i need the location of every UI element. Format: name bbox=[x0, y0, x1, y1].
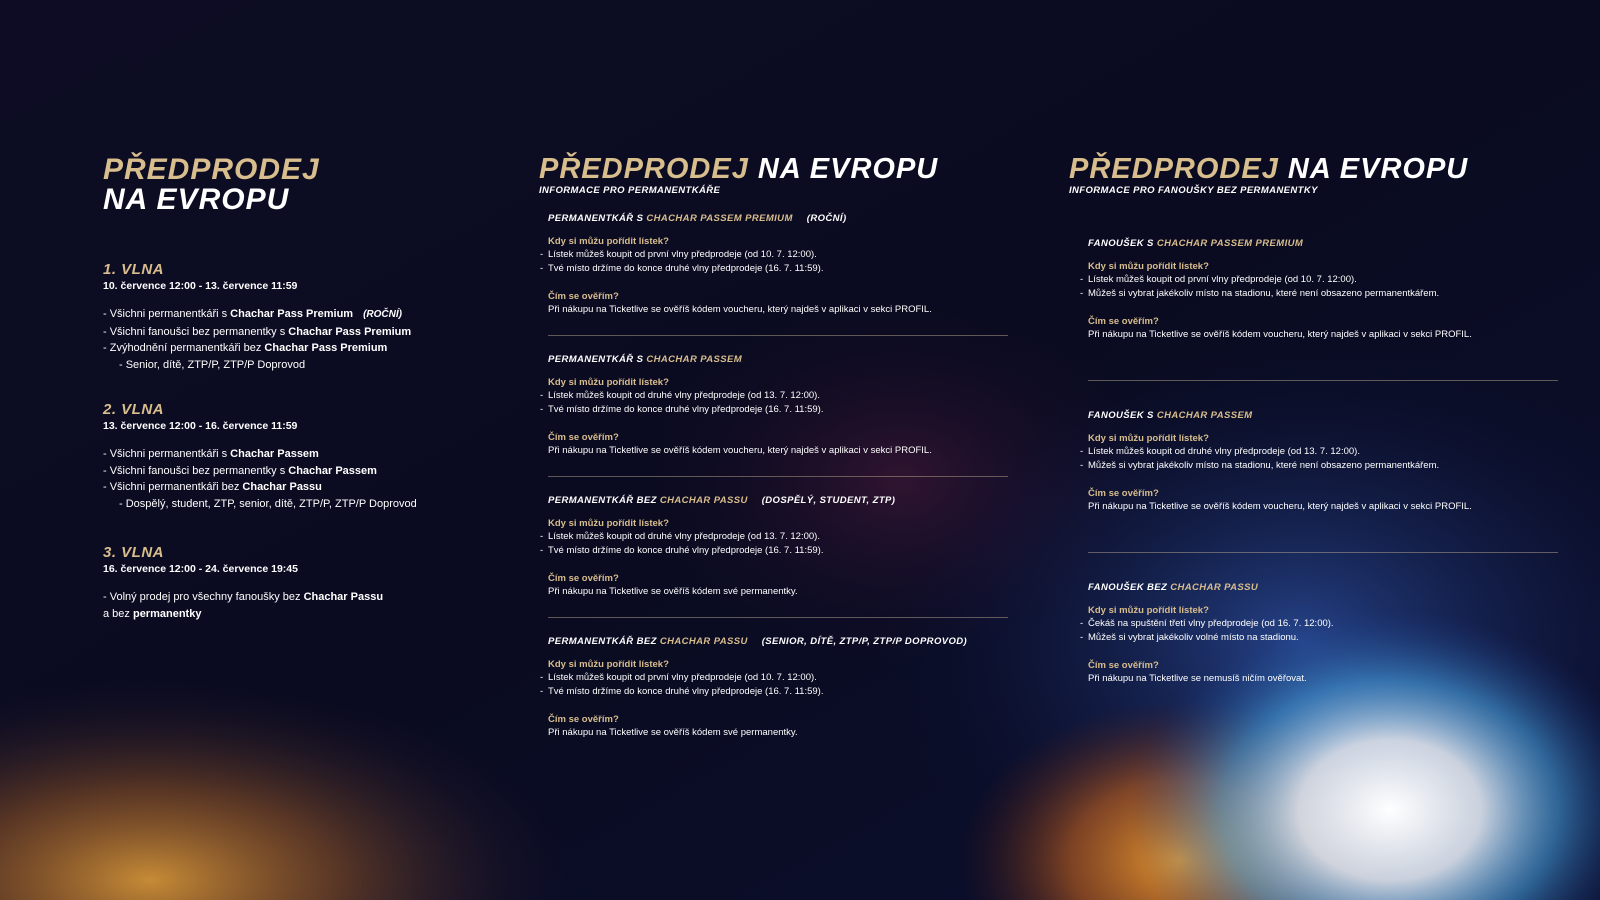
wave-line: a bez permanentky bbox=[103, 607, 202, 620]
answer: - Čekáš na spuštění třetí vlny předprodeje (od 16. 7. 12:00). bbox=[1088, 617, 1558, 631]
info-section bbox=[548, 213, 1008, 317]
question: Kdy si můžu pořídit lístek? bbox=[548, 377, 669, 388]
section-heading: PERMANENTKÁŘ BEZ CHACHAR PASSU (DOSPĚLÝ, STUDENT, ZTP) bbox=[548, 495, 896, 506]
question: Čím se ověřím? bbox=[548, 291, 619, 302]
question: Kdy si můžu pořídit lístek? bbox=[1088, 261, 1209, 272]
wave-3 bbox=[103, 544, 503, 622]
wave-dates: 16. července 12:00 - 24. července 19:45 bbox=[103, 563, 298, 575]
answer: - Můžeš si vybrat jakékoliv místo na stadionu, které není obsazeno permanentkářem. bbox=[1088, 459, 1558, 473]
column-subtitle: INFORMACE PRO PERMANENTKÁŘE bbox=[539, 185, 721, 196]
section-divider bbox=[1088, 552, 1558, 553]
column-title: PŘEDPRODEJ NA EVROPU bbox=[539, 153, 939, 185]
title-line-1: PŘEDPRODEJ bbox=[103, 153, 320, 186]
answer: Při nákupu na Ticketlive se ověříš kódem voucheru, který najdeš v aplikaci v sekci PROFIL. bbox=[1088, 501, 1472, 512]
answer: - Lístek můžeš koupit od první vlny předprodeje (od 10. 7. 12:00). bbox=[1088, 273, 1558, 287]
answer: - Můžeš si vybrat jakékoliv volné místo na stadionu. bbox=[1088, 631, 1558, 645]
answer: - Tvé místo držíme do konce druhé vlny předprodeje (16. 7. 11:59). bbox=[548, 685, 1008, 699]
wave-title: 1. VLNA bbox=[103, 261, 165, 278]
wave-2 bbox=[103, 401, 503, 512]
wave-line-sub: - Senior, dítě, ZTP/P, ZTP/P Doprovod bbox=[119, 358, 306, 371]
question: Čím se ověřím? bbox=[1088, 316, 1159, 327]
main-title bbox=[103, 155, 503, 215]
section-heading: FANOUŠEK BEZ CHACHAR PASSU bbox=[1088, 582, 1259, 593]
section-divider bbox=[548, 617, 1008, 618]
wave-line: - Všichni fanoušci bez permanentky s Chachar Passem bbox=[103, 464, 377, 477]
column-title: PŘEDPRODEJ NA EVROPU bbox=[1069, 153, 1469, 185]
answer: Při nákupu na Ticketlive se ověříš kódem své permanentky. bbox=[548, 727, 798, 738]
question: Čím se ověřím? bbox=[1088, 488, 1159, 499]
question: Kdy si můžu pořídit lístek? bbox=[1088, 433, 1209, 444]
question: Kdy si můžu pořídit lístek? bbox=[1088, 605, 1209, 616]
info-section bbox=[1088, 582, 1558, 686]
wave-1 bbox=[103, 261, 503, 373]
wave-title: 2. VLNA bbox=[103, 401, 165, 418]
info-section bbox=[548, 354, 1008, 458]
answer: - Tvé místo držíme do konce druhé vlny předprodeje (16. 7. 11:59). bbox=[548, 544, 1008, 558]
info-section bbox=[548, 636, 1008, 740]
answer: Při nákupu na Ticketlive se nemusíš ničím ověřovat. bbox=[1088, 673, 1307, 684]
question: Kdy si můžu pořídit lístek? bbox=[548, 518, 669, 529]
info-section bbox=[1088, 410, 1558, 514]
answer: - Lístek můžeš koupit od druhé vlny předprodeje (od 13. 7. 12:00). bbox=[1088, 445, 1558, 459]
section-heading: FANOUŠEK S CHACHAR PASSEM PREMIUM bbox=[1088, 238, 1304, 249]
column-subtitle: INFORMACE PRO FANOUŠKY BEZ PERMANENTKY bbox=[1069, 185, 1318, 196]
question: Čím se ověřím? bbox=[548, 432, 619, 443]
question: Čím se ověřím? bbox=[1088, 660, 1159, 671]
answer: Při nákupu na Ticketlive se ověříš kódem voucheru, který najdeš v aplikaci v sekci PROFIL. bbox=[548, 445, 932, 456]
answer: Při nákupu na Ticketlive se ověříš kódem své permanentky. bbox=[548, 586, 798, 597]
info-section bbox=[548, 495, 1008, 599]
info-section bbox=[1088, 238, 1558, 342]
answer: - Lístek můžeš koupit od druhé vlny předprodeje (od 13. 7. 12:00). bbox=[548, 530, 1008, 544]
answer: - Lístek můžeš koupit od první vlny předprodeje (od 10. 7. 12:00). bbox=[548, 671, 1008, 685]
answer: - Lístek můžeš koupit od druhé vlny předprodeje (od 13. 7. 12:00). bbox=[548, 389, 1008, 403]
question: Čím se ověřím? bbox=[548, 714, 619, 725]
wave-dates: 10. července 12:00 - 13. července 11:59 bbox=[103, 280, 298, 292]
section-heading: PERMANENTKÁŘ S CHACHAR PASSEM bbox=[548, 354, 743, 365]
answer: - Tvé místo držíme do konce druhé vlny předprodeje (16. 7. 11:59). bbox=[548, 262, 1008, 276]
wave-line: - Všichni fanoušci bez permanentky s Chachar Pass Premium bbox=[103, 325, 412, 338]
wave-line: - Všichni permanentkáři s Chachar Pass Premium (ROČNÍ) bbox=[103, 308, 402, 320]
wave-schedule-column bbox=[103, 155, 503, 622]
question: Čím se ověřím? bbox=[548, 573, 619, 584]
section-divider bbox=[548, 335, 1008, 336]
section-heading: PERMANENTKÁŘ S CHACHAR PASSEM PREMIUM (ROČNÍ) bbox=[548, 213, 847, 224]
answer: Při nákupu na Ticketlive se ověříš kódem voucheru, který najdeš v aplikaci v sekci PROFIL. bbox=[1088, 329, 1472, 340]
question: Kdy si můžu pořídit lístek? bbox=[548, 659, 669, 670]
wave-line: - Volný prodej pro všechny fanoušky bez Chachar Passu bbox=[103, 591, 384, 603]
section-divider bbox=[1088, 380, 1558, 381]
wave-line: - Všichni permanentkáři bez Chachar Passu bbox=[103, 481, 322, 493]
season-ticket-holders-column bbox=[539, 153, 1008, 740]
wave-line: - Všichni permanentkáři s Chachar Passem bbox=[103, 448, 319, 460]
wave-dates: 13. července 12:00 - 16. července 11:59 bbox=[103, 420, 298, 432]
wave-title: 3. VLNA bbox=[103, 544, 165, 561]
question: Kdy si můžu pořídit lístek? bbox=[548, 236, 669, 247]
wave-line: - Zvýhodnění permanentkáři bez Chachar Pass Premium bbox=[103, 342, 388, 354]
title-line-2: NA EVROPU bbox=[103, 183, 290, 216]
section-divider bbox=[548, 476, 1008, 477]
answer: - Můžeš si vybrat jakékoliv místo na stadionu, které není obsazeno permanentkářem. bbox=[1088, 287, 1558, 301]
section-heading: PERMANENTKÁŘ BEZ CHACHAR PASSU (SENIOR, DÍTĚ, ZTP/P, ZTP/P DOPROVOD) bbox=[548, 636, 968, 647]
section-heading: FANOUŠEK S CHACHAR PASSEM bbox=[1088, 410, 1253, 421]
fans-without-season-ticket-column bbox=[1069, 153, 1558, 686]
answer: - Lístek můžeš koupit od první vlny předprodeje (od 10. 7. 12:00). bbox=[548, 248, 1008, 262]
answer: Při nákupu na Ticketlive se ověříš kódem voucheru, který najdeš v aplikaci v sekci PROFIL. bbox=[548, 304, 932, 315]
wave-line-sub: - Dospělý, student, ZTP, senior, dítě, ZTP/P, ZTP/P Doprovod bbox=[119, 497, 417, 510]
answer: - Tvé místo držíme do konce druhé vlny předprodeje (16. 7. 11:59). bbox=[548, 403, 1008, 417]
